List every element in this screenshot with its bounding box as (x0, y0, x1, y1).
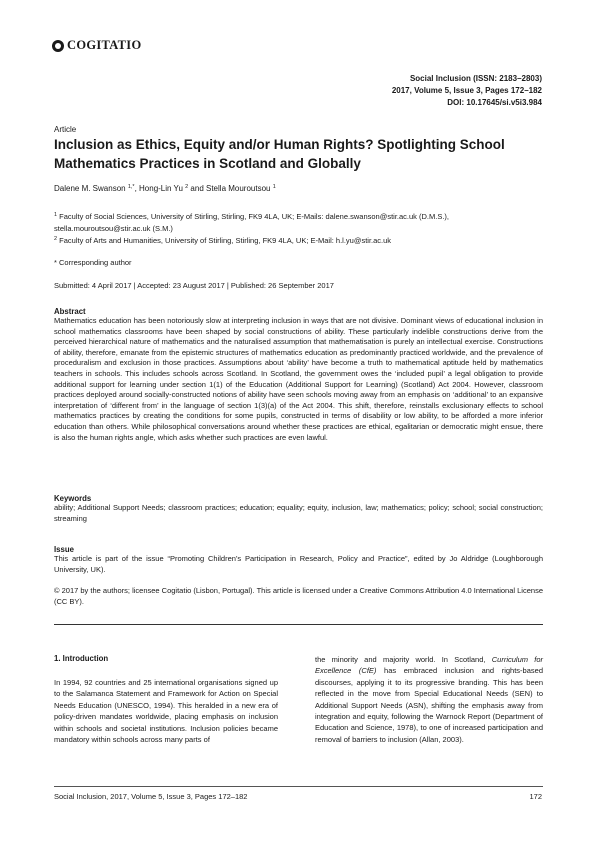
article-title: Inclusion as Ethics, Equity and/or Human Rights? Spotlighting School Mathematics Practices in Scotland and Globally (54, 137, 505, 171)
affiliation-item: $^2$ Faculty of Arts and Humanities, University of Stirling, Stirling, FK9 4LA, UK; E-Mail: h.l.yu@stir.ac.uk (54, 236, 392, 245)
abstract-heading: Abstract (54, 307, 86, 316)
author-name: Hong-Lin Yu (139, 184, 183, 193)
publication-dates: Submitted: 4 April 2017 | Accepted: 23 August 2017 | Published: 26 September 2017 (54, 281, 334, 290)
license-section (54, 586, 543, 607)
body-column-right (315, 654, 543, 745)
abstract-section (54, 307, 543, 443)
affiliation-item: $^1$ Faculty of Social Sciences, University of Stirling, Stirling, FK9 4LA, UK; E-Mails: dalene.swanson@stir.ac.uk (D.M.S.), stella.mouroutsou@stir.ac.uk (S.M.) (54, 212, 449, 233)
affiliations (54, 210, 544, 247)
footer-citation: Social Inclusion, 2017, Volume 5, Issue 3, Pages 172–182 (54, 792, 248, 801)
license-text: © 2017 by the authors; licensee Cogitatio (Lisbon, Portugal). This article is licensed under a Creative Commons Attribution 4.0 International License (CC BY). (54, 586, 543, 606)
italic-term: Curriculum for Excellence (CfE) (315, 655, 543, 676)
journal-name-issn: Social Inclusion (ISSN: 2183–2803) (409, 74, 542, 83)
issue-heading: Issue (54, 545, 74, 554)
abstract-text: Mathematics education has been notoriously slow at interpreting inclusion in ways that are not divisive. Dominant views of educational inclusion in school mathematics classrooms have been shaped by social constructions of ability. These particularly indelible constructions derive from the perceived hierarchical nature of mathematics and the naturalised assumption that mathematisation is purely an intellectual exercise. Constructions of ability, therefore, emanate from the epistemic structures of mathematics education as predominantly practiced worldwide, and the prevalence of proceduralism and exclusion in those practices. Assumptions about ‘ability’ have become a truth to mathematical aptitude held by mathematics teachers in schools. This includes schools across Scotland. In Scotland, the government owes the ‘included pupil’ a legal obligation to provide additional support for learning under section 1(1) of the Education (Additional Support for Learning) (Scotland) Act 2004. However, classroom practices deployed around socially-constructed notions of ability have seen schools moving away from an emphasis on ‘additional’ to an expansive interpretation of ‘different from’ in the language of section 1(3)(a) of the Act 2004. This shift, therefore, reinstalls exclusionary effects to school mathematics practices by creating the conditions for some pupils, constructed in terms of disability or low ability, to be afforded a more inferior education than others. While philosophical conversations around whether these practices are ethical, egalitarian or democratic might ensue, there is also the human rights angle, which asks whether such practices are even lawful. (54, 316, 543, 442)
logo-text: COGITATIO (67, 38, 142, 52)
body-column-left (54, 654, 278, 745)
footer-divider (54, 786, 543, 787)
affiliation-marker: 2 (185, 184, 189, 190)
article-type-label: Article (54, 125, 77, 134)
keywords-text: ability; Additional Support Needs; classroom practices; education; equality; equity, inclusion, law; mathematics; policy; school; social construction; streaming (54, 503, 543, 523)
cogitatio-logo-icon (52, 40, 64, 52)
journal-volume-pages: 2017, Volume 5, Issue 3, Pages 172–182 (391, 86, 542, 95)
keywords-section (54, 494, 543, 524)
section-divider (54, 624, 543, 625)
author-name: Dalene M. Swanson (54, 184, 126, 193)
author-name: Stella Mouroutsou (206, 184, 271, 193)
issue-text: This article is part of the issue “Promoting Children’s Participation in Research, Policy and Practice”, edited by Jo Aldridge (Loughborough University, UK). (54, 554, 543, 574)
section-heading-introduction: 1. Introduction (54, 654, 109, 663)
author-list: Dalene M. Swanson $^{1,*}$, Hong-Lin Yu $^2$ and Stella Mouroutsou $^1$ (54, 184, 276, 193)
publisher-logo (52, 38, 141, 53)
page-number: 172 (529, 792, 542, 801)
corresponding-author-note: * Corresponding author (54, 258, 132, 267)
doi[interactable]: DOI: 10.17645/si.v5i3.984 (447, 98, 542, 107)
journal-info (392, 73, 542, 109)
affiliation-marker: 1,* (127, 184, 135, 190)
body-paragraph: the minority and majority world. In Scotland, Curriculum for Excellence (CfE) has embraced inclusion and rights-based discourses, applying it to its progressive branding. This has been reflected in the move from Special Educational Needs (SEN) to Additional Support Needs (ASN), shifting the emphasis away from integration and equity, following the Warnock Report (Department of Education and Science, 1978), to one of increased participation and removal of barriers to inclusion (Allan, 2003). (315, 655, 543, 744)
body-paragraph: In 1994, 92 countries and 25 international organisations signed up to the Salamanca Statement and Framework for Action on Special Needs Education (UNESCO, 1994). This heralded in a new era of policy-driven mandates worldwide, placing emphasis on inclusion within schools and societal institutions. Inclusion policies became mandatory within schools across many parts of (54, 678, 278, 745)
affiliation-marker: 1 (272, 184, 276, 190)
keywords-heading: Keywords (54, 494, 92, 503)
issue-section (54, 545, 543, 575)
